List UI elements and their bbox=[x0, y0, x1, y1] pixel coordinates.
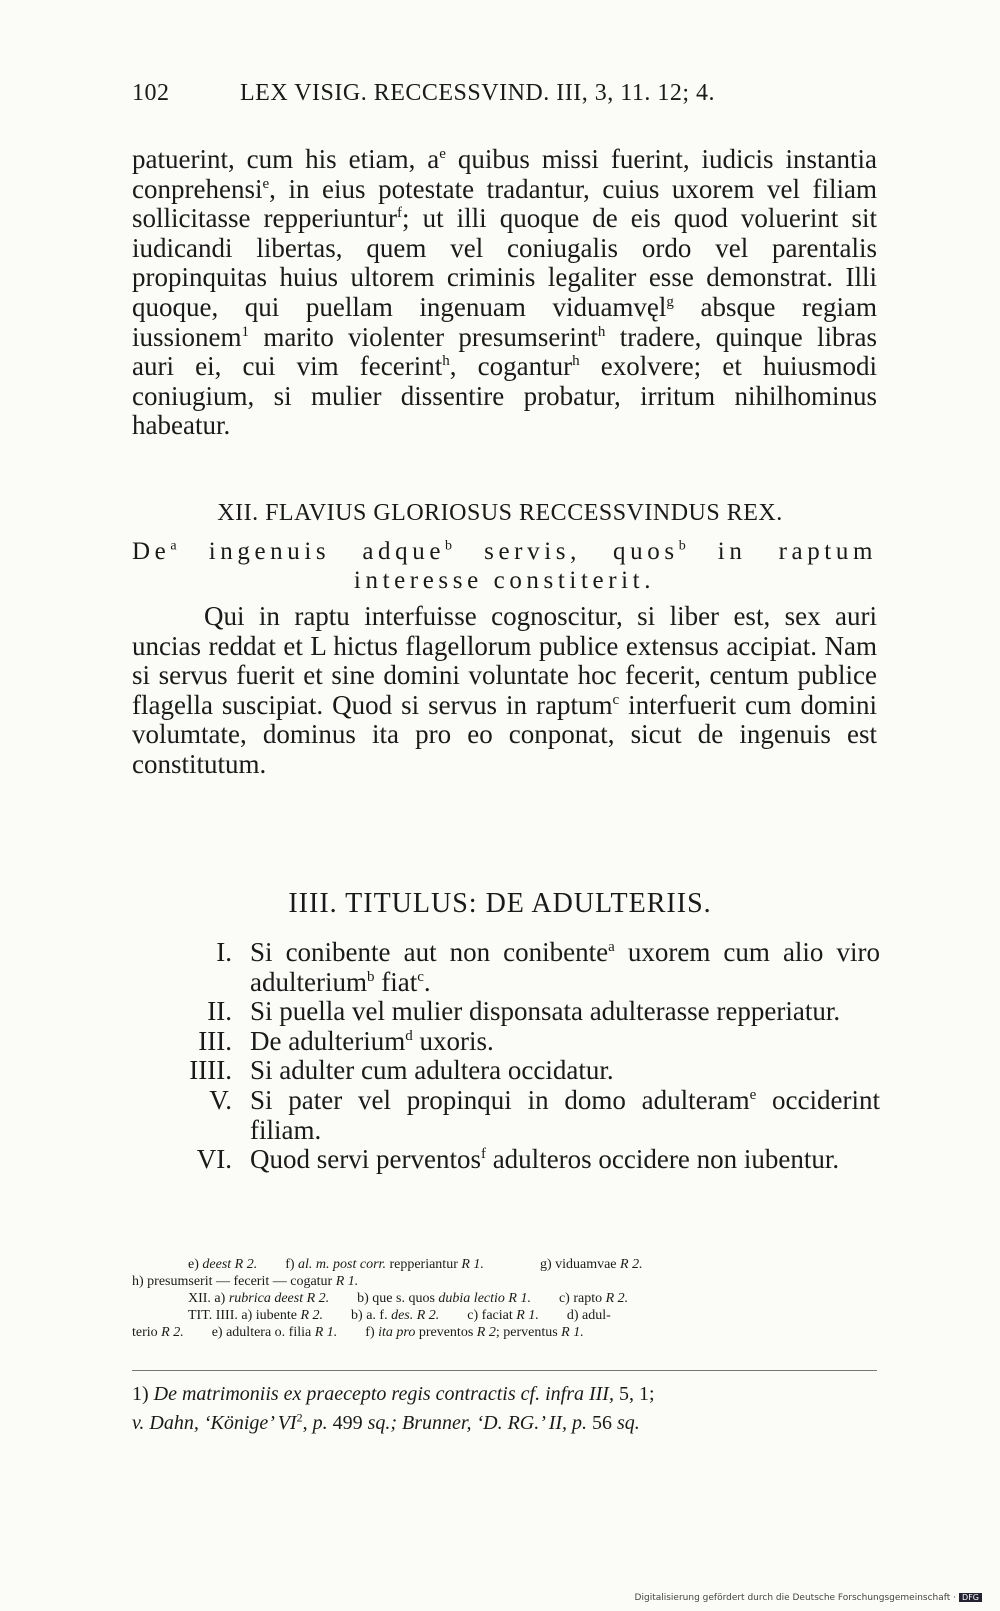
section-body: Qui in raptu interfuisse cognoscitur, si liber est, sex auri uncias reddat et L hictus flagellorum publice extensus accipiat. Nam si servus fuerit et sine domini voluntate hoc fecerit, centum publice flagella suscipiat. Quod si servus in raptum$^c$ interfuerit cum domini volumtate, dominus ita pro eo conponat, sicut de ingenuis est constitutum. bbox=[132, 601, 877, 779]
note-marker: e bbox=[262, 175, 270, 192]
note-marker: b bbox=[366, 968, 375, 985]
titulus-heading: IIII. TITULUS: DE ADULTERIIS. bbox=[288, 888, 712, 919]
note-marker: b bbox=[445, 538, 453, 554]
note-marker: g bbox=[666, 293, 674, 310]
note-marker: a bbox=[170, 538, 177, 554]
chapter-number: II. bbox=[207, 996, 232, 1027]
note-marker: a bbox=[608, 939, 615, 955]
footnote-line: 1) De matrimoniis ex praecepto regis contractis cf. infra III, 5, 1; bbox=[132, 1383, 655, 1405]
footnote-line: v. Dahn, ‘Könige’ $VI^2$, p. 499 sq.; Brunner, ‘D. RG.’ II, p. 56 sq. bbox=[132, 1410, 640, 1434]
note-marker: c bbox=[417, 968, 424, 985]
apparatus-line: TIT. IIII. a) iubente R 2. b) a. f. des. R 2. c) faciat R 1. d) adul- bbox=[132, 1308, 611, 1323]
running-title: LEX VISIG. RECCESSVIND. III, 3, 11. 12; 4. bbox=[240, 80, 715, 106]
note-marker: h bbox=[572, 353, 580, 370]
note-marker: f bbox=[480, 1146, 486, 1163]
chapter-item bbox=[140, 1056, 880, 1086]
chapter-list bbox=[140, 938, 880, 1175]
law-text-paragraph: patuerint, cum his etiam, $a^e$ quibus missi fuerint, iudicis instantia conprehensi$^e$, in eius potestate tradantur, cuius uxorem vel filiam sollicitasse repperiuntur$^f$; ut illi quoque de eis quod voluerint sit iudicandi libertas, quem vel coniugalis ordo vel parentalis propinquitas huius ultorem criminis legaliter esse demonstrat. Illi quoque, qui puellam ingenuam viduamvęl$^g$ absque regiam iussionem$^1$ marito violenter presumserint$^h$ tradere, quinque libras auri ei, cui vim fecerint$^h$, cogantur$^h$ exolvere; et huiusmodi coniugium, si mulier dissentire probatur, irritum nihilhominus habeatur. bbox=[132, 144, 877, 441]
digitization-credit bbox=[635, 1593, 982, 1603]
apparatus-line: terio R 2. e) adultera o. filia R 1. f) ita pro preventos R 2; perventus R 1. bbox=[132, 1325, 584, 1340]
note-marker: h bbox=[442, 353, 450, 370]
note-marker: 1 bbox=[241, 323, 250, 340]
chapter-item bbox=[140, 997, 880, 1027]
section-heading: XII. FLAVIUS GLORIOSUS RECCESSVINDUS REX. bbox=[217, 500, 783, 526]
apparatus-line: XII. a) rubrica deest R 2. b) que s. quos dubia lectio R 1. c) rapto R 2. bbox=[132, 1291, 629, 1306]
chapter-title: Si puella vel mulier disponsata adulterasse repperiatur. bbox=[250, 996, 841, 1027]
chapter-title: Si pater vel propinqui in domo adulteram$^e$ occiderint filiam. bbox=[250, 1084, 880, 1145]
apparatus-line: h) presumserit — fecerit — cogatur R 1. bbox=[132, 1274, 359, 1289]
note-marker: c bbox=[612, 691, 620, 708]
note-marker: e bbox=[749, 1086, 757, 1103]
chapter-title: Quod servi perventos$^f$ adulteros occidere non iubentur. bbox=[250, 1144, 840, 1175]
chapter-item bbox=[140, 1086, 880, 1145]
chapter-title: De adulterium$^d$ uxoris. bbox=[250, 1025, 494, 1056]
note-marker: e bbox=[439, 146, 446, 162]
chapter-number: IIII. bbox=[189, 1055, 232, 1086]
chapter-number: III. bbox=[198, 1025, 232, 1056]
chapter-item bbox=[140, 938, 880, 997]
note-marker: b bbox=[678, 538, 686, 554]
page-header bbox=[132, 80, 877, 116]
note-marker: d bbox=[405, 1027, 413, 1044]
footnote-divider bbox=[132, 1370, 877, 1371]
chapter-number: VI. bbox=[196, 1144, 232, 1175]
note-marker: f bbox=[397, 205, 402, 222]
chapter-item bbox=[140, 1145, 880, 1175]
chapter-number: I. bbox=[216, 937, 232, 967]
chapter-item bbox=[140, 1027, 880, 1057]
dfg-logo: DFG bbox=[959, 1593, 982, 1602]
page-number: 102 bbox=[132, 80, 170, 106]
footnote bbox=[132, 1380, 877, 1438]
apparatus-line: e) deest R 2. f) al. m. post corr. repperiantur R 1. g) viduamvae R 2. bbox=[132, 1257, 643, 1272]
note-marker: h bbox=[597, 323, 606, 340]
chapter-number: V. bbox=[209, 1084, 232, 1115]
section-rubric: De$^a$ ingenuis adque$^b$ servis, quos$^b$ in raptum interesse constiterit. bbox=[132, 538, 877, 594]
chapter-title: Si adulter cum adultera occidatur. bbox=[250, 1055, 614, 1086]
chapter-title: Si conibente aut non conibente$^a$ uxorem cum alio viro adulterium$^b$ fiat$^c$. bbox=[250, 937, 880, 997]
critical-apparatus bbox=[132, 1256, 877, 1341]
credit-text: Digitalisierung gefördert durch die Deutsche Forschungsgemeinschaft · bbox=[634, 1593, 957, 1603]
